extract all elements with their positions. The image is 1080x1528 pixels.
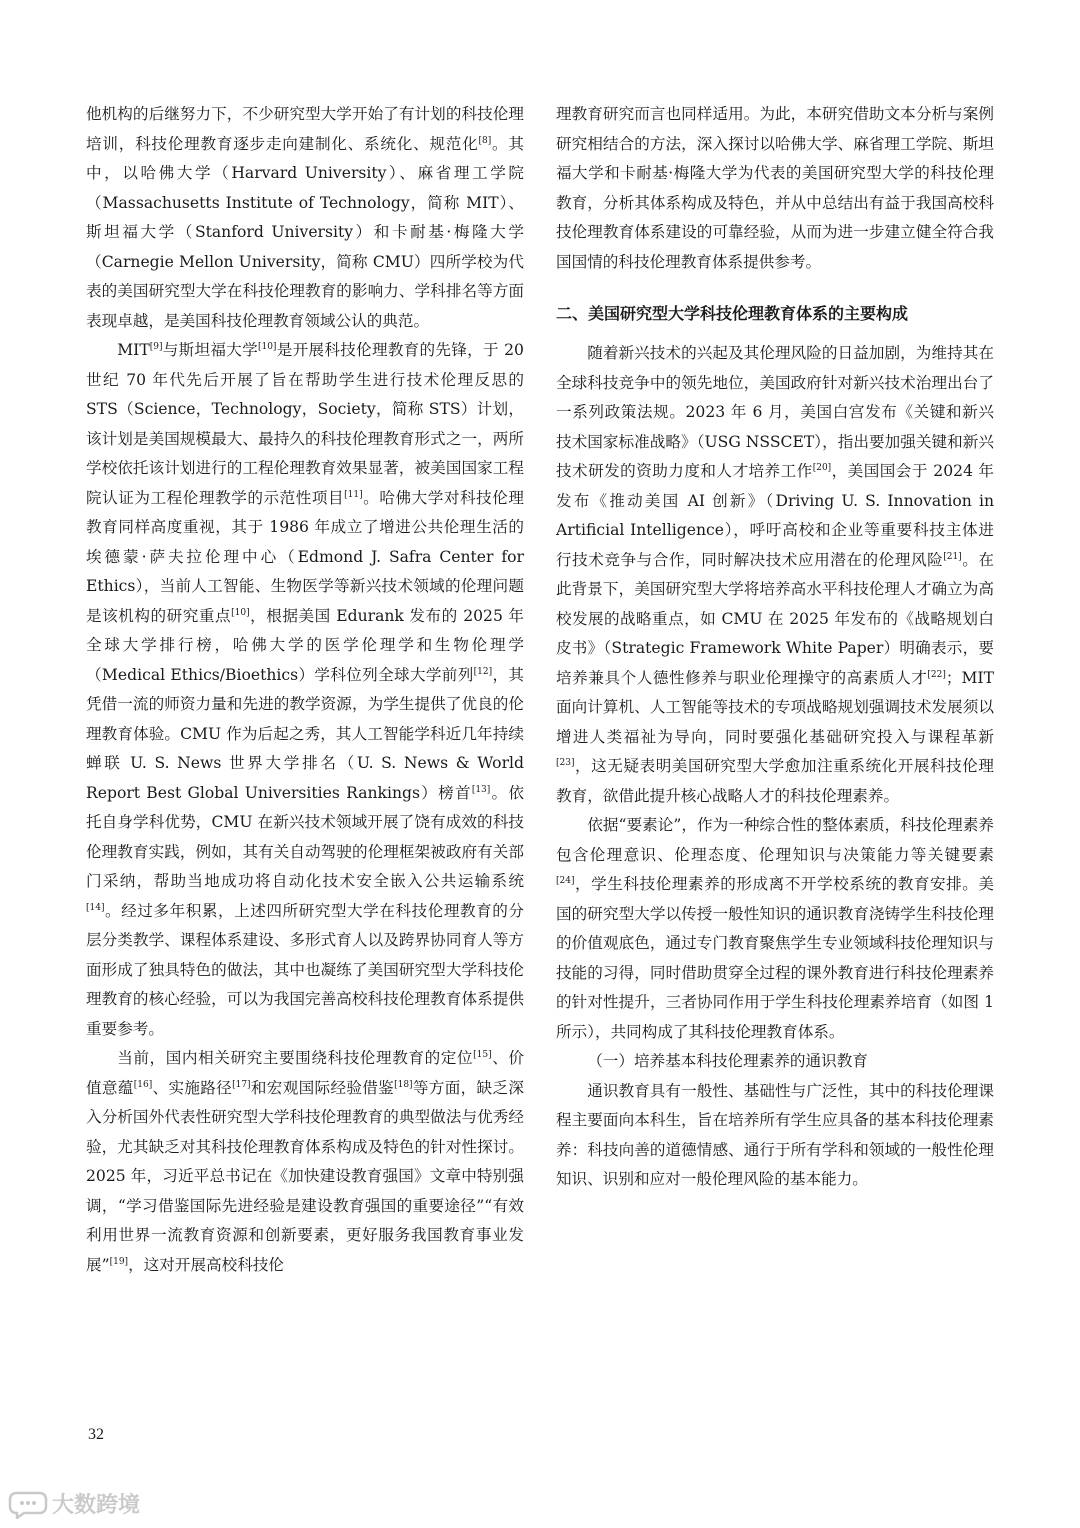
- page-number: 32: [88, 1426, 104, 1443]
- section-heading: 二、美国研究型大学科技伦理教育体系的主要构成: [556, 304, 909, 323]
- right-paragraph-3: 依据“要素论”，作为一种综合性的整体素质，科技伦理素养包含伦理意识、伦理态度、伦理知识与决策能力等关键要素[24]，学生科技伦理素养的形成离不开学校系统的教育安排。美国的研究型大学以传授一般性知识的通识教育浇铸学生科技伦理的价值观底色，通过专门教育聚焦学生专业领域科技伦理知识与技能的习得，同时借助贯穿全过程的课外教育进行科技伦理素养的针对性提升，三者协同作用于学生科技伦理素养培育（如图 1 所示），共同构成了其科技伦理教育体系。: [556, 816, 994, 1041]
- right-paragraph-1: 理教育研究而言也同样适用。为此，本研究借助文本分析与案例研究相结合的方法，深入探讨以哈佛大学、麻省理工学院、斯坦福大学和卡耐基·梅隆大学为代表的美国研究型大学的科技伦理教育，分析其体系构成及特色，并从中总结出有益于我国高校科技伦理教育体系建设的可靠经验，从而为进一步建立健全符合我国国情的科技伦理教育体系提供参考。: [556, 105, 994, 271]
- subsection-heading: （一）培养基本科技伦理素养的通识教育: [587, 1052, 868, 1070]
- left-paragraph-3: 当前，国内相关研究主要围绕科技伦理教育的定位[15]、价值意蕴[16]、实施路径[17]和宏观国际经验借鉴[18]等方面，缺乏深入分析国外代表性研究型大学科技伦理教育的典型做法与优秀经验，尤其缺乏对其科技伦理教育体系构成及特色的针对性探讨。2025 年，习近平总书记在《加快建设教育强国》文章中特别强调，“学习借鉴国际先进经验是建设教育强国的重要途径”“有效利用世界一流教育资源和创新要素，更好服务我国教育事业发展”[19]，这对开展高校科技伦: [86, 1049, 524, 1274]
- left-paragraph-1: 他机构的后继努力下，不少研究型大学开始了有计划的科技伦理培训，科技伦理教育逐步走向建制化、系统化、规范化[8]。其中，以哈佛大学（Harvard University）、麻省理工学院（Massachusetts Institute of Technology，简称 MIT）、斯坦福大学（Stanford University）和卡耐基·梅隆大学（Carnegie Mellon University，简称 CMU）四所学校为代表的美国研究型大学在科技伦理教育的影响力、学科排名等方面表现卓越，是美国科技伦理教育领域公认的典范。: [86, 105, 524, 330]
- left-paragraph-2: MIT[9]与斯坦福大学[10]是开展科技伦理教育的先锋，于 20 世纪 70 年代先后开展了旨在帮助学生进行技术伦理反思的 STS（Science，Technology，Society，简称 STS）计划，该计划是美国规模最大、最持久的科技伦理教育形式之一，两所学校依托该计划进行的工程伦理教育效果显著，被美国国家工程院认证为工程伦理教学的示范性项目[11]。哈佛大学对科技伦理教育同样高度重视，其于 1986 年成立了增进公共伦理生活的埃德蒙·萨夫拉伦理中心（Edmond J. Safra Center for Ethics），当前人工智能、生物医学等新兴技术领域的伦理问题是该机构的研究重点[10]，根据美国 Edurank 发布的 2025 年全球大学排行榜，哈佛大学的医学伦理学和生物伦理学（Medical Ethics/Bioethics）学科位列全球大学前列[12]，其凭借一流的师资力量和先进的教学资源，为学生提供了优良的伦理教育体验。CMU 作为后起之秀，其人工智能学科近几年持续蝉联 U. S. News 世界大学排名（U. S. News & World Report Best Global Universities Rankings）榜首[13]。依托自身学科优势，CMU 在新兴技术领域开展了饶有成效的科技伦理教育实践，例如，其有关自动驾驶的伦理框架被政府有关部门采纳，帮助当地成功将自动化技术安全嵌入公共运输系统[14]。经过多年积累，上述四所研究型大学在科技伦理教育的分层分类教学、课程体系建设、多形式育人以及跨界协同育人等方面形成了独具特色的做法，其中也凝练了美国研究型大学科技伦理教育的核心经验，可以为我国完善高校科技伦理教育体系提供重要参考。: [86, 341, 524, 1038]
- right-paragraph-2: 随着新兴技术的兴起及其伦理风险的日益加剧，为维持其在全球科技竞争中的领先地位，美国政府针对新兴技术治理出台了一系列政策法规。2023 年 6 月，美国白宫发布《关键和新兴技术国家标准战略》（USG NSSCET），指出要加强关键和新兴技术研发的资助力度和人才培养工作[20]，美国国会于 2024 年发布《推动美国 AI 创新》（Driving U. S. Innovation in Artificial Intelligence），呼吁高校和企业等重要科技主体进行技术竞争与合作，同时解决技术应用潜在的伦理风险[21]。在此背景下，美国研究型大学将培养高水平科技伦理人才确立为高校发展的战略重点，如 CMU 在 2025 年发布的《战略规划白皮书》（Strategic Framework White Paper）明确表示，要培养兼具个人德性修养与职业伦理操守的高素质人才[22]；MIT 面向计算机、人工智能等技术的专项战略规划强调技术发展须以增进人类福祉为导向，同时要强化基础研究投入与课程革新[23]，这无疑表明美国研究型大学愈加注重系统化开展科技伦理教育，欲借此提升核心战略人才的科技伦理素养。: [556, 344, 994, 805]
- watermark: [8, 1488, 140, 1519]
- watermark-text: 大数跨境: [52, 1493, 141, 1518]
- left-column: [86, 100, 524, 1280]
- right-column: [556, 100, 994, 1195]
- right-paragraph-4: 通识教育具有一般性、基础性与广泛性，其中的科技伦理课程主要面向本科生，旨在培养所有学生应具备的基本科技伦理素养：科技向善的道德情感、通行于所有学科和领域的一般性伦理知识、识别和应对一般伦理风险的基本能力。: [556, 1081, 994, 1188]
- chat-bubble-icon: [8, 1489, 48, 1519]
